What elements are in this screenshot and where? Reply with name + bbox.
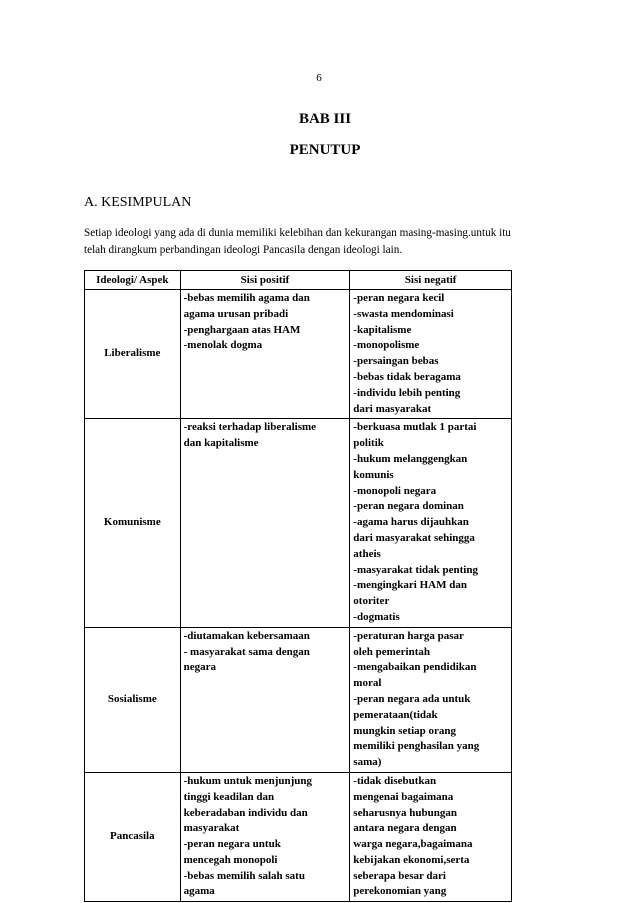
negative-point-line: sama): [353, 756, 382, 769]
positive-point-line: agama: [183, 885, 215, 898]
negative-point-line: otoriter: [353, 595, 390, 608]
negative-point-line: -peraturan harga pasar: [353, 629, 464, 642]
positive-point-line: mencegah monopoli: [183, 853, 278, 866]
negative-points-cell: [350, 627, 512, 772]
table-header-row: [85, 271, 512, 290]
positive-point-line: dan kapitalisme: [183, 437, 259, 450]
intro-paragraph: [84, 225, 580, 259]
negative-point-line: antara negara dengan: [353, 822, 457, 835]
positive-points-cell: [180, 419, 350, 627]
negative-point-line: komunis: [353, 468, 394, 481]
positive-points-cell: [180, 772, 350, 901]
negative-point-line: kebijakan ekonomi,serta: [353, 853, 470, 866]
negative-point-line: moral: [353, 677, 382, 690]
negative-points-cell: [350, 772, 512, 901]
negative-point-line: -monopoli negara: [353, 484, 437, 497]
positive-point-line: keberadaban individu dan: [183, 806, 308, 819]
positive-point-line: -reaksi terhadap liberalisme: [183, 421, 317, 434]
negative-point-line: mungkin setiap orang: [353, 724, 456, 737]
section-heading: A. KESIMPULAN: [84, 195, 192, 210]
negative-point-line: -tidak disebutkan: [353, 774, 437, 787]
negative-point-line: -berkuasa mutlak 1 partai: [353, 421, 477, 434]
negative-point-line: dari masyarakat: [353, 402, 432, 415]
table-body: [85, 290, 512, 902]
negative-point-line: -agama harus dijauhkan: [353, 516, 469, 529]
ideology-name: Liberalisme: [85, 290, 181, 419]
negative-point-line: seberapa besar dari: [353, 869, 446, 882]
negative-point-line: atheis: [353, 547, 381, 560]
negative-point-line: -peran negara ada untuk: [353, 692, 471, 705]
negative-point-line: -peran negara dominan: [353, 500, 464, 513]
negative-point-line: -swasta mendominasi: [353, 307, 454, 320]
negative-point-line: -dogmatis: [353, 610, 400, 623]
table-row: [85, 419, 512, 627]
negative-point-line: -hukum melanggengkan: [353, 452, 468, 465]
negative-point-line: -mengingkari HAM dan: [353, 579, 467, 592]
negative-point-line: -mengabaikan pendidikan: [353, 661, 477, 674]
positive-point-line: -menolak dogma: [183, 339, 263, 352]
negative-point-line: oleh pemerintah: [353, 645, 430, 658]
positive-point-line: negara: [183, 661, 217, 674]
table-row: [85, 627, 512, 772]
negative-point-line: memiliki penghasilan yang: [353, 740, 480, 753]
negative-point-line: -bebas tidak beragama: [353, 370, 461, 383]
chapter-title: BAB III: [298, 111, 352, 127]
negative-point-line: pemerataan(tidak: [353, 708, 438, 721]
negative-point-line: -kapitalisme: [353, 323, 412, 336]
ideology-name: Pancasila: [85, 772, 181, 901]
negative-point-line: warga negara,bagaimana: [353, 838, 473, 851]
positive-point-line: -penghargaan atas HAM: [183, 323, 301, 336]
negative-point-line: perekonomian yang: [353, 885, 447, 898]
ideology-name: Komunisme: [85, 419, 181, 627]
positive-point-line: -bebas memilih salah satu: [183, 869, 305, 882]
negative-point-line: dari masyarakat sehingga: [353, 531, 475, 544]
header-negative: Sisi negatif: [350, 271, 512, 290]
positive-point-line: tinggi keadilan dan: [183, 790, 275, 803]
intro-line: Setiap ideologi yang ada di dunia memiliki kelebihan dan kekurangan masing-masing.untuk itu: [84, 227, 511, 239]
positive-point-line: masyarakat: [183, 822, 240, 835]
negative-point-line: -masyarakat tidak penting: [353, 563, 478, 576]
negative-point-line: -monopolisme: [353, 339, 420, 352]
negative-point-line: -individu lebih penting: [353, 386, 461, 399]
positive-points-cell: [180, 290, 350, 419]
positive-points-cell: [180, 627, 350, 772]
positive-point-line: -hukum untuk menjunjung: [183, 774, 313, 787]
positive-point-line: -bebas memilih agama dan: [183, 292, 310, 304]
negative-point-line: -persaingan bebas: [353, 355, 439, 368]
table-row: [85, 772, 512, 901]
positive-point-line: agama urusan pribadi: [183, 307, 289, 320]
comparison-table: [84, 270, 512, 902]
ideology-name: Sosialisme: [85, 627, 181, 772]
negative-point-line: seharusnya hubungan: [353, 806, 457, 819]
table-row: [85, 290, 512, 419]
intro-line: telah dirangkum perbandingan ideologi Pancasila dengan ideologi lain.: [84, 244, 403, 256]
positive-point-line: -peran negara untuk: [183, 838, 281, 851]
page-number: 6: [316, 72, 322, 84]
negative-points-cell: [350, 290, 512, 419]
negative-points-cell: [350, 419, 512, 627]
negative-point-line: mengenai bagaimana: [353, 790, 454, 803]
chapter-subtitle: PENUTUP: [289, 142, 361, 158]
header-aspect: Ideologi/ Aspek: [85, 271, 181, 290]
positive-point-line: - masyarakat sama dengan: [183, 645, 310, 658]
negative-point-line: -peran negara kecil: [353, 292, 445, 304]
positive-point-line: -diutamakan kebersamaan: [183, 629, 310, 642]
header-positive: Sisi positif: [180, 271, 350, 290]
negative-point-line: politik: [353, 437, 384, 450]
